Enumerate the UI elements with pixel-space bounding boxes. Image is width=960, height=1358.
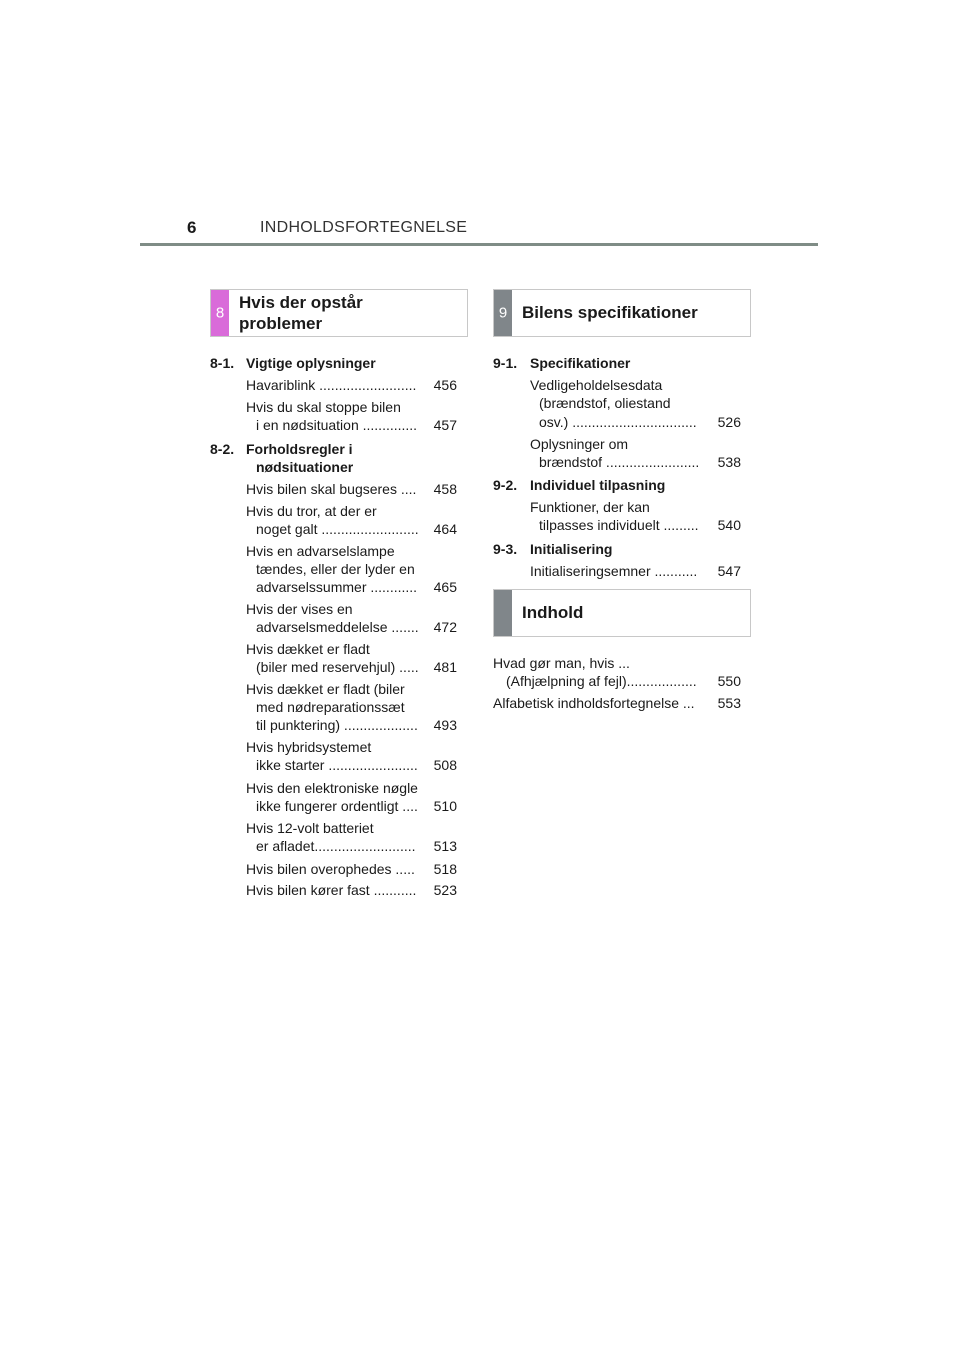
toc-page[interactable]: 465 [433, 579, 457, 595]
toc-page[interactable]: 547 [717, 563, 741, 579]
toc-page[interactable]: 513 [433, 838, 457, 854]
toc-page[interactable]: 472 [433, 619, 457, 635]
toc-entry-cont[interactable]: advarselssummer ............ [256, 579, 418, 595]
toc-entry-cont[interactable]: er afladet.......................... [256, 838, 416, 854]
group-title: Forholdsregler i [246, 441, 353, 457]
toc-entry[interactable]: Hvis bilen overophedes ..... [246, 861, 415, 877]
header-title: INDHOLDSFORTEGNELSE [260, 219, 468, 236]
page-number: 6 [187, 218, 197, 237]
toc-entry[interactable]: Initialiseringsemner ........... [530, 563, 698, 579]
toc-page[interactable]: 540 [717, 517, 741, 533]
section-9-title: Bilens specifikationer [522, 303, 698, 322]
toc-entry[interactable]: Hvis bilen skal bugseres .... [246, 481, 417, 497]
toc-entry-cont[interactable]: (biler med reservehjul) ..... [256, 659, 419, 675]
section-9-tab: 9 [494, 290, 512, 336]
group-number: 8-1. [210, 355, 235, 371]
toc-entry[interactable]: Vedligeholdelsesdata [530, 377, 663, 393]
toc-page[interactable]: 526 [717, 414, 741, 430]
toc-entry[interactable]: Hvis dækket er fladt (biler [246, 681, 405, 697]
section-8-title: Hvis der opstår problemer [239, 293, 363, 333]
toc-page[interactable]: 456 [433, 377, 457, 393]
toc-entry[interactable]: Alfabetisk indholdsfortegnelse ... [493, 695, 695, 711]
toc-entry-cont[interactable]: brændstof ........................ [539, 454, 700, 470]
toc-entry[interactable]: Funktioner, der kan [530, 499, 650, 515]
indhold-title: Indhold [522, 603, 584, 622]
toc-entry-cont[interactable]: tilpasses individuelt ......... [539, 517, 699, 533]
toc-entry[interactable]: Hvis hybridsystemet [246, 739, 372, 755]
toc-entry[interactable]: Hvis du skal stoppe bilen [246, 399, 401, 415]
toc-entry-cont[interactable]: (Afhjælpning af fejl).................. [506, 673, 697, 689]
toc-entry[interactable]: Oplysninger om [530, 436, 629, 452]
group-title: Vigtige oplysninger [246, 355, 376, 371]
indhold-tab [494, 590, 512, 636]
toc-page[interactable]: 553 [717, 695, 741, 711]
group-title-cont: nødsituationer [256, 459, 354, 475]
toc-page[interactable]: 481 [433, 659, 457, 675]
toc-entry-cont[interactable]: osv.) ................................ [539, 414, 697, 430]
toc-entry-cont[interactable]: noget galt ......................... [256, 521, 419, 537]
toc-page[interactable]: 518 [433, 861, 457, 877]
indhold-header [493, 589, 751, 637]
section-8-tab: 8 [211, 290, 229, 336]
toc-entry[interactable]: Havariblink ......................... [246, 377, 417, 393]
toc-page[interactable]: 464 [433, 521, 457, 537]
section-8-header [210, 289, 468, 337]
toc-entry-cont[interactable]: advarselsmeddelelse ....... [256, 619, 419, 635]
toc-page[interactable]: 457 [433, 417, 457, 433]
toc-page[interactable]: 523 [433, 882, 457, 898]
group-number: 9-1. [493, 355, 518, 371]
group-number: 9-3. [493, 541, 518, 557]
toc-entry[interactable]: Hvis bilen kører fast ........... [246, 882, 417, 898]
group-number: 9-2. [493, 477, 518, 493]
section-9-header [493, 289, 751, 337]
toc-entry-cont[interactable]: (brændstof, oliestand [539, 395, 671, 411]
toc-entry[interactable]: Hvis der vises en [246, 601, 353, 617]
toc-page[interactable]: 493 [433, 717, 457, 733]
toc-entry[interactable]: Hvis du tror, at der er [246, 503, 377, 519]
group-title: Initialisering [530, 541, 613, 557]
toc-page[interactable]: 550 [717, 673, 741, 689]
header-divider [140, 243, 818, 246]
group-title: Individuel tilpasning [530, 477, 666, 493]
toc-page[interactable]: 510 [433, 798, 457, 814]
toc-entry-cont[interactable]: ikke fungerer ordentligt .... [256, 798, 418, 814]
toc-entry-cont[interactable]: tændes, eller der lyder en [256, 561, 415, 577]
toc-page[interactable]: 508 [433, 757, 457, 773]
toc-entry-cont[interactable]: med nødreparationssæt [256, 699, 405, 715]
toc-page[interactable]: 458 [433, 481, 457, 497]
toc-entry[interactable]: Hvad gør man, hvis ... [493, 655, 630, 671]
toc-entry[interactable]: Hvis 12-volt batteriet [246, 820, 374, 836]
toc-entry[interactable]: Hvis en advarselslampe [246, 543, 395, 559]
group-title: Specifikationer [530, 355, 631, 371]
toc-entry-cont[interactable]: i en nødsituation .............. [256, 417, 418, 433]
toc-entry-cont[interactable]: ikke starter ....................... [256, 757, 418, 773]
group-number: 8-2. [210, 441, 235, 457]
toc-entry-cont[interactable]: til punktering) ................... [256, 717, 418, 733]
toc-entry[interactable]: Hvis dækket er fladt [246, 641, 370, 657]
toc-entry[interactable]: Hvis den elektroniske nøgle [246, 780, 418, 796]
toc-page[interactable]: 538 [717, 454, 741, 470]
